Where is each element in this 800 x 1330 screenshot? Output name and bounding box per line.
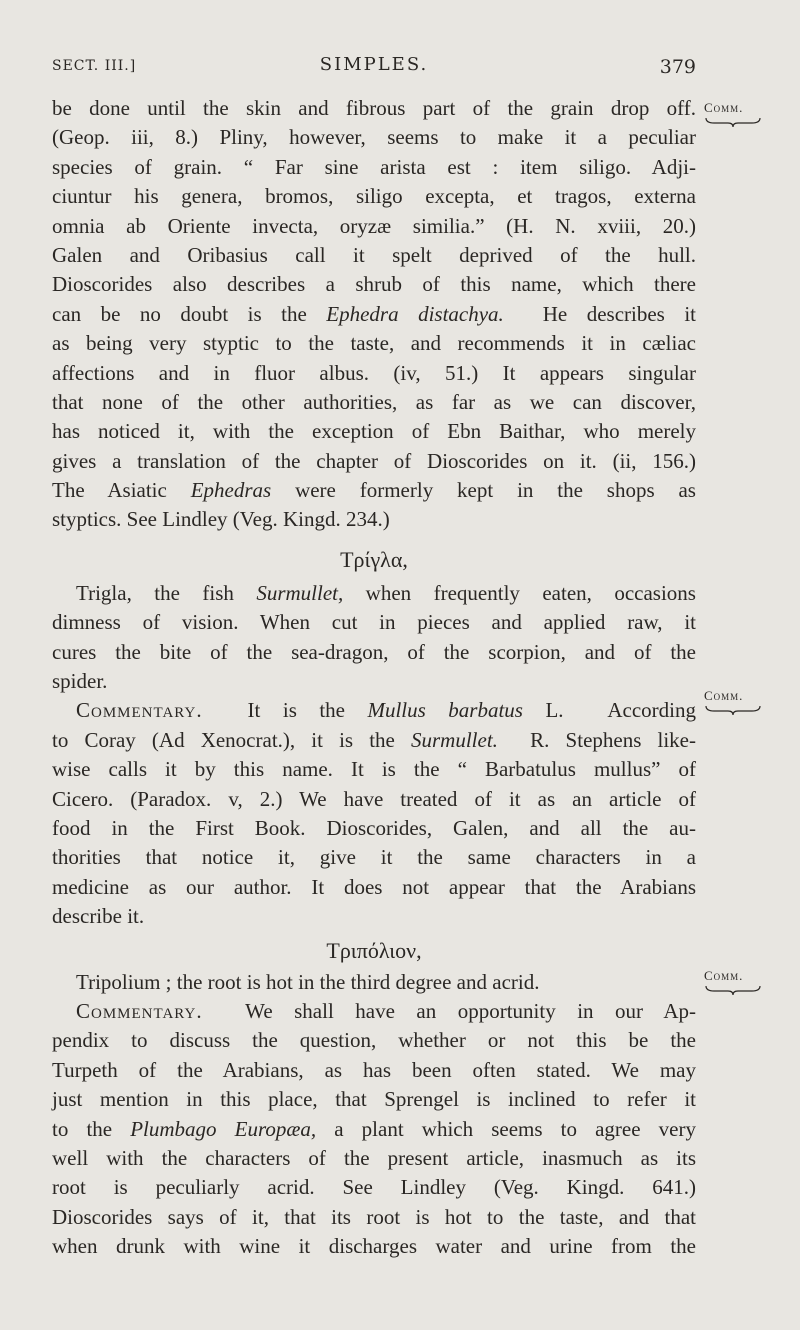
italic-species-name: Surmullet. [411,727,498,752]
text-line: wise calls it by this name. It is the “ Barbatulus mullus” of [52,757,696,782]
text-line: has noticed it, with the exception of Ebn Baithar, who merely [52,419,696,444]
text-line: ciuntur his genera, bromos, siligo excepta, et tragos, externa [52,184,696,209]
text-line [52,726,696,755]
text-line: Dioscorides says of it, that its root is hot to the taste, and that [52,1204,696,1229]
text-run: to Coray (Ad Xenocrat.), it is the [52,727,411,752]
text-line [52,476,696,505]
text-line: thorities that notice it, give it the same characters in a [52,845,696,870]
text-run: He describes it [503,301,696,326]
text-line [52,579,696,608]
text-line: that none of the other authorities, as far as we can discover, [52,389,696,414]
text-line: spider. [52,669,108,694]
text-line: Galen and Oribasius call it spelt deprived of the hull. [52,242,696,267]
text-line: Turpeth of the Arabians, as has been often stated. We may [52,1057,696,1082]
text-run: We shall have an opportunity in our Ap- [202,998,696,1023]
text-line: affections and in fluor albus. (iv, 51.) It appears singular [52,360,696,385]
text-line [52,1115,696,1144]
italic-species-name: Surmullet, [256,580,344,605]
text-run: when frequently eaten, occasions [343,580,696,605]
page-number: 379 [659,56,696,78]
text-line: pendix to discuss the question, whether or not this be the [52,1028,696,1053]
brace-icon [704,704,762,716]
italic-species-name: Ephedras [190,478,272,503]
text-line: Dioscorides also describes a shrub of this name, which there [52,272,696,297]
text-line: root is peculiarly acrid. See Lindley (Veg. Kingd. 641.) [52,1175,696,1200]
margin-note-comm [704,100,774,128]
italic-species-name: Ephedra distachya. [326,301,504,326]
text-run: The Asiatic [52,478,191,503]
body-text [52,94,696,1261]
text-run: were formerly kept in the shops as [271,478,696,503]
running-title: SIMPLES. [319,54,429,75]
text-line: be done until the skin and fibrous part of the grain drop off. [52,96,696,120]
text-run: It is the [202,698,368,723]
text-line: as being very styptic to the taste, and recommends it in cæliac [52,331,696,356]
text-line: styptics. See Lindley (Veg. Kingd. 234.) [52,507,390,532]
italic-species-name: Mullus barbatus [367,698,523,723]
text-run: to the [52,1116,131,1141]
text-line: dimness of vision. When cut in pieces and applied raw, it [52,610,696,635]
text-line: Tripolium ; the root is hot in the third degree and acrid. [76,969,540,994]
text-run: Trigla, the fish [76,580,257,605]
text-run: R. Stephens like- [497,727,697,752]
brace-icon [704,116,762,128]
text-line: cures the bite of the sea-dragon, of the scorpion, and of the [52,639,696,664]
text-line: when drunk with wine it discharges water and urine from the [52,1234,696,1259]
text-run: can be no doubt is the [52,301,327,326]
text-line [52,300,696,329]
text-line: well with the characters of the present article, inasmuch as its [52,1145,696,1170]
text-line: species of grain. “ Far sine arista est : item siligo. Adji- [52,154,696,179]
italic-species-name: Plumbago Europæa, [130,1116,317,1141]
text-line: Cicero. (Paradox. v, 2.) We have treated of it as an article of [52,786,696,811]
margin-note-comm [704,688,774,716]
text-run: L. According [522,698,696,723]
margin-note-label: Comm. [704,688,744,703]
text-line [52,997,696,1026]
commentary-label: Commentary. [76,698,203,723]
text-line [52,696,696,725]
text-line: omnia ab Oriente invecta, oryzæ similia.” (H. N. xviii, 20.) [52,213,696,238]
section-label: SECT. III.] [52,58,137,74]
text-line: just mention in this place, that Sprengel is inclined to refer it [52,1087,696,1112]
text-line: food in the First Book. Dioscorides, Galen, and all the au- [52,815,696,840]
brace-icon [704,984,762,996]
entry-heading-greek: Τρίγλα, [340,546,408,572]
running-header [52,52,696,82]
text-line: medicine as our author. It does not appear that the Arabians [52,874,696,899]
commentary-label: Commentary. [76,998,203,1023]
text-line: gives a translation of the chapter of Dioscorides on it. (ii, 156.) [52,448,696,473]
text-line: (Geop. iii, 8.) Pliny, however, seems to make it a peculiar [52,125,696,150]
text-line: describe it. [52,904,145,929]
margin-note-comm [704,968,774,996]
margin-note-label: Comm. [704,100,744,115]
text-run: a plant which seems to agree very [316,1116,696,1141]
margin-note-label: Comm. [704,968,744,983]
entry-heading-greek: Τριπόλιον, [326,937,422,963]
